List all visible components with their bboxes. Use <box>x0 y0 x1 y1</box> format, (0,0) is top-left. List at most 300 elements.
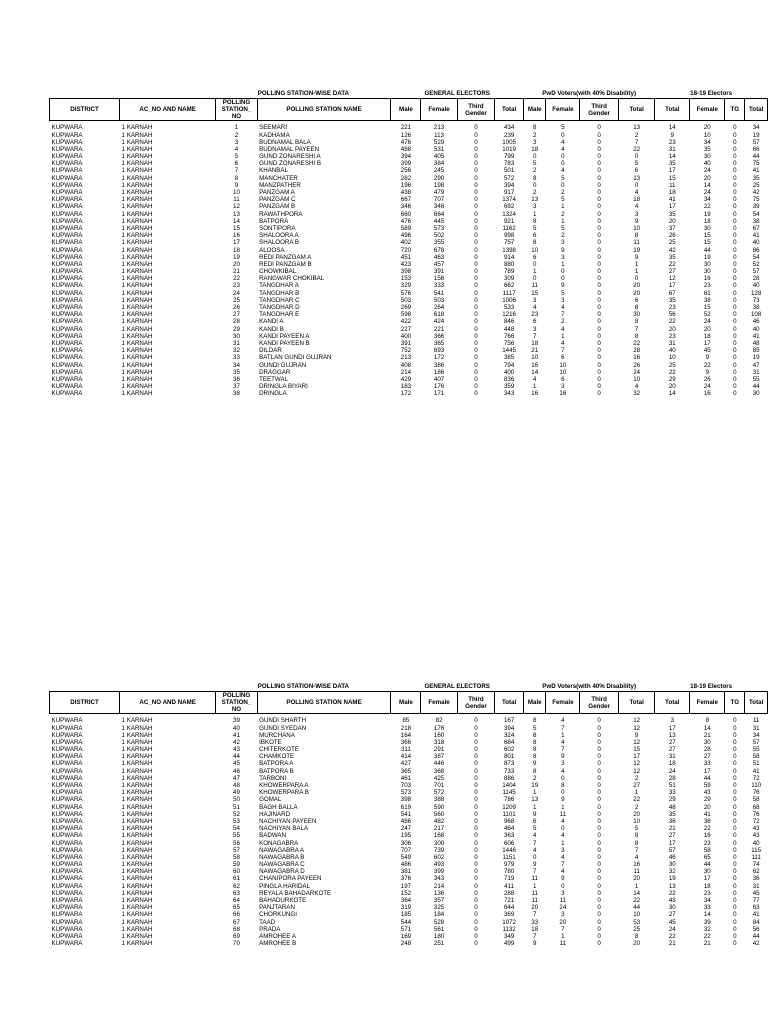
cell-ac-no-name: 1 KARNAH <box>121 296 153 304</box>
cell-pwd-third-gender: 0 <box>597 160 601 168</box>
table-row <box>50 182 768 189</box>
header-1819-total: Total <box>745 99 768 121</box>
cell-e1819-total: 85 <box>752 347 760 355</box>
cell-e1819-male: 27 <box>668 746 676 754</box>
cell-gen-male: 185 <box>400 911 412 919</box>
cell-gen-third-gender: 0 <box>474 224 478 232</box>
cell-e1819-female: 20 <box>703 803 711 811</box>
cell-e1819-female: 30 <box>703 224 711 232</box>
cell-e1819-female: 33 <box>703 760 711 768</box>
cell-e1819-tg: 0 <box>733 832 737 840</box>
cell-e1819-total: 40 <box>752 839 760 847</box>
cell-pwd-male: 7 <box>533 332 537 340</box>
cell-ps-no: 70 <box>233 940 240 948</box>
cell-e1819-female: 59 <box>703 782 711 790</box>
table-row <box>50 875 768 882</box>
cell-pwd-third-gender: 0 <box>597 268 601 276</box>
cell-e1819-male: 14 <box>668 153 676 161</box>
cell-ac-no-name: 1 KARNAH <box>121 839 153 847</box>
cell-gen-female: 355 <box>433 239 445 247</box>
cell-ac-no-name: 1 KARNAH <box>121 853 153 861</box>
cell-e1819-male: 22 <box>668 318 676 326</box>
cell-district: KUPWARA <box>51 318 83 326</box>
cell-e1819-male: 23 <box>668 304 676 312</box>
cell-gen-female: 366 <box>433 332 445 340</box>
cell-ac-no-name: 1 KARNAH <box>121 738 153 746</box>
cell-ps-no: 33 <box>233 354 240 362</box>
cell-pwd-total: 11 <box>633 239 640 247</box>
cell-e1819-tg: 0 <box>733 304 737 312</box>
cell-ac-no-name: 1 KARNAH <box>121 304 153 312</box>
cell-e1819-tg: 0 <box>733 318 737 326</box>
table-row <box>50 839 768 846</box>
cell-pwd-female: 0 <box>561 774 565 782</box>
cell-gen-total: 801 <box>503 753 515 761</box>
cell-pwd-male: 23 <box>531 311 539 319</box>
table-row <box>50 883 768 890</box>
cell-pwd-total: 0 <box>634 275 639 283</box>
cell-gen-female: 384 <box>433 160 445 168</box>
cell-gen-third-gender: 0 <box>474 325 478 333</box>
cell-pwd-male: 1 <box>533 789 537 797</box>
cell-e1819-total: 41 <box>752 911 760 919</box>
cell-pwd-female: 5 <box>561 196 565 204</box>
cell-gen-female: 217 <box>433 825 445 833</box>
cell-pwd-female: 1 <box>561 932 565 940</box>
cell-ac-no-name: 1 KARNAH <box>121 318 153 326</box>
cell-gen-female: 171 <box>433 390 445 398</box>
cell-ps-no: 2 <box>234 131 239 139</box>
cell-gen-third-gender: 0 <box>474 311 478 319</box>
cell-e1819-total: 44 <box>752 153 760 161</box>
cell-pwd-female: 1 <box>561 260 565 268</box>
cell-district: KUPWARA <box>51 753 83 761</box>
cell-district: KUPWARA <box>51 810 83 818</box>
cell-e1819-tg: 0 <box>733 918 737 926</box>
cell-e1819-female: 20 <box>703 325 711 333</box>
cell-e1819-tg: 0 <box>733 210 737 218</box>
cell-ps-name: MANZPATHER <box>259 181 301 189</box>
cell-district: KUPWARA <box>51 224 83 232</box>
cell-e1819-female: 18 <box>703 332 711 340</box>
cell-district: KUPWARA <box>51 339 83 347</box>
cell-ps-no: 65 <box>233 904 240 912</box>
cell-gen-third-gender: 0 <box>474 803 478 811</box>
cell-gen-female: 391 <box>433 268 445 276</box>
cell-e1819-tg: 0 <box>733 153 737 161</box>
header-pwd-voters: PwD Voters(with 40% Disability) <box>523 90 654 99</box>
cell-pwd-male: 8 <box>533 731 537 739</box>
cell-gen-male: 423 <box>400 260 412 268</box>
cell-e1819-total: 72 <box>752 817 760 825</box>
cell-ps-no: 16 <box>233 232 240 240</box>
cell-district: KUPWARA <box>51 246 83 254</box>
cell-ps-name: BATLAN GUNDI GUJRAN <box>259 354 332 362</box>
cell-ps-no: 1 <box>234 124 239 132</box>
cell-gen-male: 164 <box>400 731 412 739</box>
cell-ac-no-name: 1 KARNAH <box>121 782 153 790</box>
cell-e1819-male: 22 <box>668 932 676 940</box>
cell-pwd-female: 1 <box>561 731 565 739</box>
cell-pwd-female: 0 <box>561 181 565 189</box>
cell-ac-no-name: 1 KARNAH <box>121 760 153 768</box>
cell-gen-third-gender: 0 <box>474 167 478 175</box>
cell-e1819-total: 54 <box>752 253 760 261</box>
cell-gen-total: 499 <box>503 940 515 948</box>
cell-pwd-total: 22 <box>633 796 641 804</box>
cell-gen-third-gender: 0 <box>474 861 478 869</box>
cell-pwd-total: 22 <box>633 897 641 905</box>
cell-ps-no: 47 <box>233 774 240 782</box>
cell-ps-name: KANDI PAYEEN B <box>259 339 310 347</box>
cell-e1819-male: 14 <box>668 124 676 132</box>
table-row <box>50 275 768 282</box>
cell-e1819-male: 28 <box>668 774 676 782</box>
cell-pwd-female: 3 <box>561 760 565 768</box>
cell-ps-name: TEETWAL <box>259 375 289 383</box>
table-page-2 <box>0 683 768 947</box>
cell-district: KUPWARA <box>51 203 83 211</box>
cell-district: KUPWARA <box>51 253 83 261</box>
cell-ps-name: DILDAR <box>259 347 282 355</box>
cell-e1819-female: 17 <box>703 875 711 883</box>
cell-e1819-male: 56 <box>668 311 676 319</box>
cell-gen-total: 1019 <box>502 145 516 153</box>
cell-ps-no: 62 <box>233 882 240 890</box>
cell-pwd-total: 25 <box>633 925 641 933</box>
cell-district: KUPWARA <box>51 268 83 276</box>
cell-ac-no-name: 1 KARNAH <box>121 268 153 276</box>
cell-gen-female: 82 <box>435 717 443 725</box>
cell-pwd-third-gender: 0 <box>597 131 601 139</box>
cell-gen-total: 794 <box>503 361 515 369</box>
cell-district: KUPWARA <box>51 383 83 391</box>
cell-pwd-female: 9 <box>561 246 565 254</box>
cell-ps-name: SONTIPORA <box>259 224 296 232</box>
header-polling-station-no: POLLING STATION_ NO <box>216 692 257 714</box>
cell-district: KUPWARA <box>51 746 83 754</box>
table-row <box>50 376 768 383</box>
cell-ps-no: 54 <box>233 825 240 833</box>
cell-pwd-male: 5 <box>533 724 537 732</box>
cell-ac-no-name: 1 KARNAH <box>121 368 153 376</box>
header-18-19-electors: 18-19 Electors <box>655 683 768 692</box>
cell-e1819-female: 34 <box>703 138 711 146</box>
cell-district: KUPWARA <box>51 217 83 225</box>
cell-pwd-male: 2 <box>533 189 537 197</box>
cell-e1819-tg: 0 <box>733 203 737 211</box>
cell-e1819-male: 17 <box>668 839 676 847</box>
cell-e1819-male: 31 <box>668 753 676 761</box>
cell-ps-name: GUND ZONARESHI A <box>259 153 321 161</box>
header-1819-tg: TG <box>725 692 745 714</box>
cell-pwd-male: 9 <box>533 760 537 768</box>
cell-pwd-male: 7 <box>533 868 537 876</box>
cell-gen-male: 427 <box>400 760 412 768</box>
cell-pwd-total: 16 <box>633 861 641 869</box>
cell-e1819-male: 45 <box>668 918 676 926</box>
cell-e1819-tg: 0 <box>733 347 737 355</box>
cell-pwd-male: 9 <box>533 810 537 818</box>
table-row <box>50 232 768 239</box>
cell-ac-no-name: 1 KARNAH <box>121 311 153 319</box>
cell-district: KUPWARA <box>51 275 83 283</box>
cell-ps-name: ALOOSA <box>259 246 285 254</box>
cell-e1819-female: 44 <box>703 861 711 869</box>
cell-gen-male: 486 <box>400 861 412 869</box>
cell-gen-total: 644 <box>503 904 515 912</box>
cell-district: KUPWARA <box>51 889 83 897</box>
cell-gen-male: 214 <box>400 368 412 376</box>
cell-ac-no-name: 1 KARNAH <box>121 153 153 161</box>
cell-pwd-third-gender: 0 <box>597 253 601 261</box>
cell-e1819-total: 40 <box>752 282 760 290</box>
cell-gen-third-gender: 0 <box>474 189 478 197</box>
cell-e1819-total: 28 <box>752 275 760 283</box>
cell-pwd-total: 9 <box>634 253 639 261</box>
cell-e1819-female: 10 <box>703 131 711 139</box>
cell-ps-no: 9 <box>234 181 239 189</box>
cell-pwd-male: 4 <box>533 832 537 840</box>
table-row <box>50 890 768 897</box>
cell-district: KUPWARA <box>51 311 83 319</box>
table-row <box>50 131 768 138</box>
cell-e1819-tg: 0 <box>733 875 737 883</box>
cell-gen-total: 1445 <box>502 347 516 355</box>
cell-ps-no: 5 <box>234 153 239 161</box>
table-row <box>50 753 768 760</box>
cell-e1819-male: 10 <box>668 354 676 362</box>
cell-e1819-total: 108 <box>750 311 762 319</box>
cell-district: KUPWARA <box>51 210 83 218</box>
cell-gen-female: 618 <box>433 311 445 319</box>
cell-e1819-total: 128 <box>750 289 762 297</box>
header-18-19-electors: 18-19 Electors <box>655 90 768 99</box>
cell-gen-total: 448 <box>503 325 515 333</box>
cell-pwd-total: 44 <box>633 904 641 912</box>
cell-pwd-third-gender: 0 <box>597 724 601 732</box>
cell-ps-no: 17 <box>233 239 240 247</box>
cell-gen-third-gender: 0 <box>474 354 478 362</box>
cell-pwd-male: 8 <box>533 738 537 746</box>
cell-e1819-male: 11 <box>669 181 676 189</box>
cell-gen-female: 388 <box>433 796 445 804</box>
cell-ps-name: IBKOTE <box>259 738 282 746</box>
table-row <box>50 724 768 731</box>
cell-gen-total: 1216 <box>502 311 516 319</box>
cell-gen-total: 1446 <box>502 846 516 854</box>
cell-e1819-female: 32 <box>703 925 711 933</box>
cell-pwd-third-gender: 0 <box>597 217 601 225</box>
cell-pwd-third-gender: 0 <box>597 868 601 876</box>
cell-pwd-female: 7 <box>561 724 565 732</box>
cell-gen-third-gender: 0 <box>474 774 478 782</box>
cell-e1819-male: 24 <box>668 767 676 775</box>
cell-gen-total: 349 <box>503 932 515 940</box>
cell-pwd-male: 5 <box>533 825 537 833</box>
cell-district: KUPWARA <box>51 289 83 297</box>
table-row <box>50 361 768 368</box>
cell-pwd-third-gender: 0 <box>597 789 601 797</box>
cell-district: KUPWARA <box>51 304 83 312</box>
cell-e1819-tg: 0 <box>733 724 737 732</box>
cell-gen-female: 407 <box>433 375 445 383</box>
header-pwd-total: Total <box>619 692 655 714</box>
cell-pwd-total: 4 <box>634 853 639 861</box>
table-row <box>50 861 768 868</box>
cell-gen-third-gender: 0 <box>474 253 478 261</box>
cell-e1819-total: 115 <box>751 846 762 854</box>
cell-ac-no-name: 1 KARNAH <box>121 932 153 940</box>
cell-ac-no-name: 1 KARNAH <box>121 145 153 153</box>
cell-pwd-female: 5 <box>561 224 565 232</box>
cell-pwd-male: 0 <box>533 260 537 268</box>
cell-e1819-total: 58 <box>752 796 760 804</box>
cell-pwd-third-gender: 0 <box>597 368 601 376</box>
cell-ps-no: 36 <box>233 375 240 383</box>
cell-pwd-third-gender: 0 <box>597 239 601 247</box>
cell-pwd-male: 8 <box>533 753 537 761</box>
cell-gen-total: 239 <box>503 131 515 139</box>
table-row <box>50 732 768 739</box>
table-row <box>50 825 768 832</box>
cell-pwd-third-gender: 0 <box>597 232 601 240</box>
cell-pwd-third-gender: 0 <box>597 760 601 768</box>
cell-ac-no-name: 1 KARNAH <box>121 275 153 283</box>
cell-ac-no-name: 1 KARNAH <box>121 731 153 739</box>
cell-ps-no: 64 <box>233 897 240 905</box>
table-row <box>50 297 768 304</box>
table-row <box>50 121 768 132</box>
cell-ac-no-name: 1 KARNAH <box>121 940 153 948</box>
cell-gen-third-gender: 0 <box>474 390 478 398</box>
cell-e1819-total: 41 <box>752 332 760 340</box>
cell-ps-name: BAGH BALLA <box>259 803 298 811</box>
header-pwd-female: Female <box>546 99 580 121</box>
cell-ac-no-name: 1 KARNAH <box>121 181 153 189</box>
table-row <box>50 153 768 160</box>
cell-pwd-third-gender: 0 <box>597 311 601 319</box>
cell-pwd-male: 11 <box>531 897 538 905</box>
cell-ps-no: 58 <box>233 853 240 861</box>
cell-e1819-total: 39 <box>752 203 760 211</box>
table-row <box>50 897 768 904</box>
cell-ps-name: KADHAMA <box>259 131 290 139</box>
cell-pwd-total: 10 <box>633 375 641 383</box>
cell-pwd-male: 6 <box>533 253 537 261</box>
cell-ac-no-name: 1 KARNAH <box>121 375 153 383</box>
cell-gen-total: 968 <box>503 817 515 825</box>
cell-gen-female: 399 <box>433 868 445 876</box>
cell-e1819-male: 33 <box>668 789 676 797</box>
cell-ps-name: CHOWKIBAL <box>259 268 297 276</box>
cell-pwd-male: 0 <box>533 153 537 161</box>
cell-e1819-male: 40 <box>668 347 676 355</box>
cell-e1819-male: 21 <box>668 940 676 948</box>
cell-e1819-female: 16 <box>703 275 711 283</box>
cell-e1819-total: 84 <box>752 918 760 926</box>
cell-pwd-male: 3 <box>533 203 537 211</box>
cell-gen-third-gender: 0 <box>474 145 478 153</box>
cell-ps-no: 32 <box>233 347 240 355</box>
cell-ps-no: 14 <box>233 217 240 225</box>
cell-e1819-tg: 0 <box>733 774 737 782</box>
cell-pwd-third-gender: 0 <box>597 210 601 218</box>
cell-e1819-total: 38 <box>752 217 760 225</box>
cell-gen-third-gender: 0 <box>474 361 478 369</box>
cell-pwd-total: 7 <box>634 846 639 854</box>
cell-e1819-female: 19 <box>703 210 711 218</box>
cell-ps-no: 10 <box>233 189 240 197</box>
cell-gen-male: 461 <box>400 774 412 782</box>
cell-e1819-tg: 0 <box>733 375 737 383</box>
cell-district: KUPWARA <box>51 796 83 804</box>
cell-gen-male: 153 <box>400 275 412 283</box>
cell-e1819-total: 86 <box>752 246 760 254</box>
cell-pwd-total: 9 <box>634 217 639 225</box>
cell-pwd-female: 3 <box>561 846 565 854</box>
cell-pwd-female: 3 <box>561 239 565 247</box>
cell-e1819-tg: 0 <box>733 746 737 754</box>
cell-e1819-total: 55 <box>752 746 760 754</box>
cell-gen-third-gender: 0 <box>474 897 478 905</box>
cell-pwd-third-gender: 0 <box>597 167 601 175</box>
cell-gen-male: 126 <box>400 131 412 139</box>
cell-district: KUPWARA <box>51 232 83 240</box>
cell-gen-third-gender: 0 <box>474 796 478 804</box>
cell-e1819-tg: 0 <box>733 124 737 132</box>
cell-pwd-male: 18 <box>531 145 539 153</box>
cell-e1819-female: 30 <box>703 260 711 268</box>
cell-ac-no-name: 1 KARNAH <box>121 875 153 883</box>
cell-e1819-tg: 0 <box>733 839 737 847</box>
cell-gen-total: 880 <box>503 260 515 268</box>
cell-gen-total: 1072 <box>502 918 516 926</box>
cell-pwd-total: 13 <box>633 174 641 182</box>
cell-gen-total: 1398 <box>502 246 516 254</box>
cell-e1819-tg: 0 <box>733 383 737 391</box>
cell-pwd-total: 12 <box>633 767 641 775</box>
cell-ps-name: KONAGABRA <box>259 839 299 847</box>
cell-e1819-female: 14 <box>703 911 711 919</box>
cell-ps-name: TANGDHAR C <box>259 296 300 304</box>
cell-e1819-total: 41 <box>752 232 760 240</box>
cell-ps-name: BATPORA B <box>259 767 294 775</box>
cell-pwd-female: 4 <box>561 817 565 825</box>
cell-gen-female: 113 <box>434 131 444 139</box>
cell-ps-no: 6 <box>234 160 239 168</box>
table-row <box>50 847 768 854</box>
cell-e1819-total: 35 <box>752 174 760 182</box>
cell-e1819-total: 41 <box>752 167 760 175</box>
cell-ac-no-name: 1 KARNAH <box>121 174 153 182</box>
cell-e1819-male: 17 <box>668 203 676 211</box>
cell-pwd-total: 7 <box>634 325 639 333</box>
cell-pwd-female: 5 <box>561 124 565 132</box>
cell-e1819-total: 45 <box>752 889 760 897</box>
cell-pwd-third-gender: 0 <box>597 289 601 297</box>
table-row <box>50 167 768 174</box>
cell-ps-name: RANGWAR CHOKIBAL <box>259 275 325 283</box>
cell-district: KUPWARA <box>51 717 83 725</box>
cell-gen-third-gender: 0 <box>474 246 478 254</box>
cell-ps-name: KHOWERPARA A <box>259 782 309 790</box>
cell-pwd-female: 0 <box>561 131 565 139</box>
cell-e1819-tg: 0 <box>733 760 737 768</box>
cell-gen-total: 343 <box>503 390 515 398</box>
cell-ac-no-name: 1 KARNAH <box>121 767 153 775</box>
cell-ac-no-name: 1 KARNAH <box>121 354 153 362</box>
